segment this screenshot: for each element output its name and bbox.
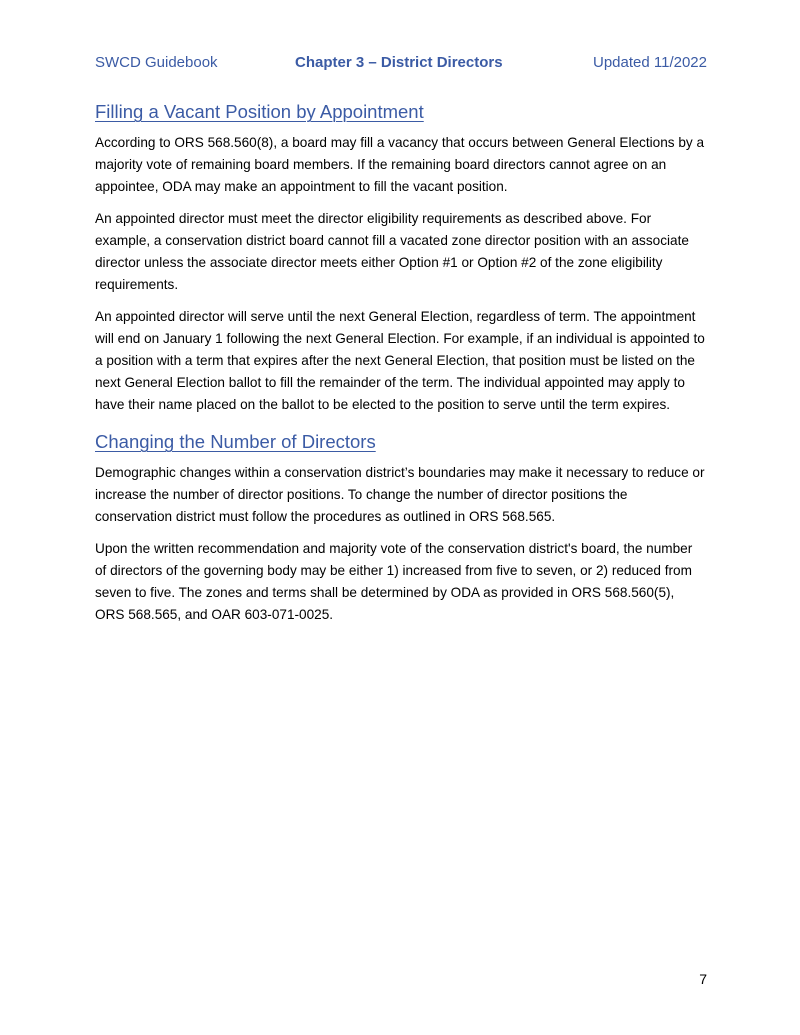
section-heading: Changing the Number of Directors bbox=[95, 431, 376, 452]
paragraph: According to ORS 568.560(8), a board may fill a vacancy that occurs between General Elections by a majority vote of remaining board members. If the remaining board directors cannot agree on an appointee, ODA may make an appointment to fill the vacant position. bbox=[95, 135, 705, 194]
header-updated-date: Updated 11/2022 bbox=[593, 54, 707, 71]
section-heading: Filling a Vacant Position by Appointment bbox=[95, 101, 424, 122]
section-vacant-position bbox=[95, 100, 707, 416]
paragraph: Demographic changes within a conservation district’s boundaries may make it necessary to reduce or increase the number of director positions. To change the number of director positions the conservation district must follow the procedures as outlined in ORS 568.565. bbox=[95, 465, 705, 524]
paragraph: An appointed director will serve until the next General Election, regardless of term. The appointment will end on January 1 following the next General Election. For example, if an individual is appointed to a position with a term that expires after the next General Election, that position must be listed on the next General Election ballot to fill the remainder of the term. The individual appointed may apply to have their name placed on the ballot to be elected to the position to serve until the term expires. bbox=[95, 309, 705, 412]
page-number: 7 bbox=[699, 971, 707, 987]
header-chapter-title: Chapter 3 – District Directors bbox=[295, 54, 503, 71]
header-guidebook-title: SWCD Guidebook bbox=[95, 54, 218, 71]
paragraph: An appointed director must meet the director eligibility requirements as described above. For example, a conservation district board cannot fill a vacated zone director position with an associate director unless the associate director meets either Option #1 or Option #2 of the zone eligibility requirements. bbox=[95, 211, 689, 292]
page-header bbox=[95, 54, 707, 74]
section-number-of-directors bbox=[95, 430, 707, 626]
paragraph: Upon the written recommendation and majority vote of the conservation district's board, the number of directors of the governing body may be either 1) increased from five to seven, or 2) reduced from seven to five. The zones and terms shall be determined by ODA as provided in ORS 568.560(5), ORS 568.565, and OAR 603-071-0025. bbox=[95, 541, 693, 622]
page-content bbox=[95, 100, 707, 636]
